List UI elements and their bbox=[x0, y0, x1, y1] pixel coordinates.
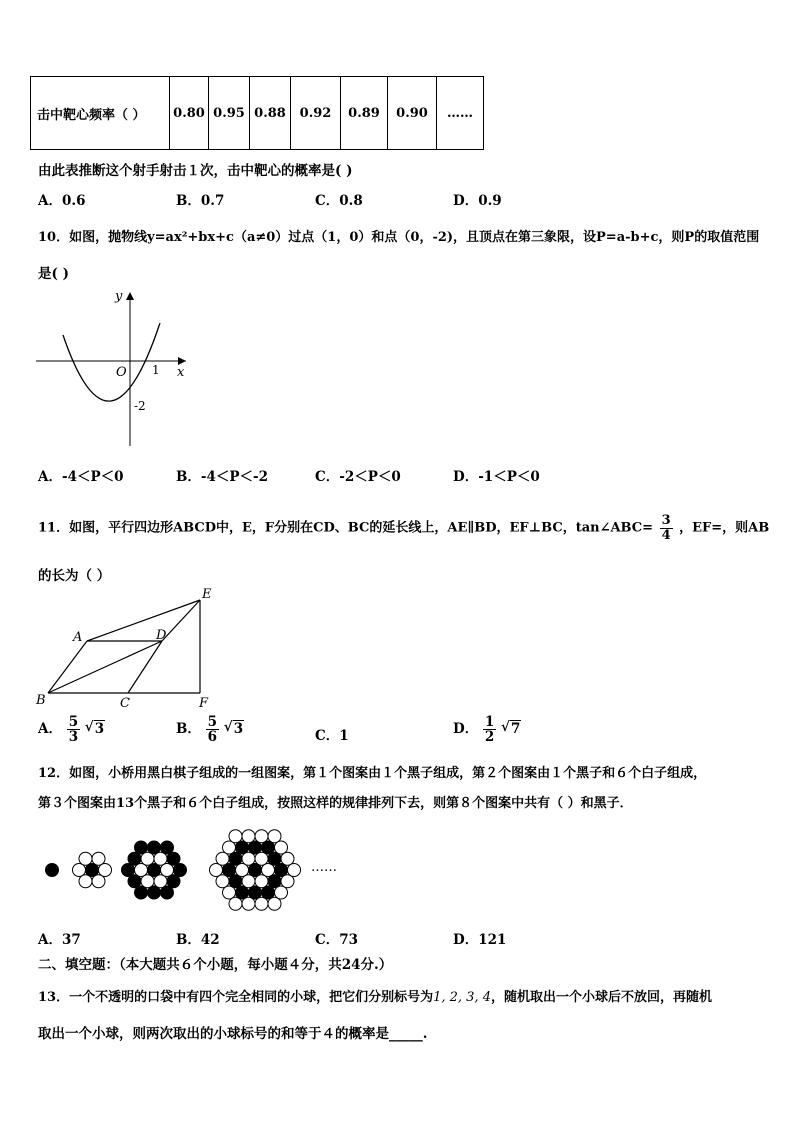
q10-option-d: D．-1＜P＜0 bbox=[453, 469, 540, 485]
q10-stem-line1: 10．如图，抛物线y=ax²+bx+c（a≠0）过点（1，0）和点（0，-2)，且顶点在第三象限，设P=a-b+c，则P的取值范围 bbox=[38, 230, 760, 245]
table-header-cell: 击中靶心频率（ ） bbox=[31, 77, 170, 150]
q10-option-c: C．-2＜P＜0 bbox=[315, 469, 401, 485]
point-c-label: C bbox=[120, 696, 130, 711]
table-cell: 0.92 bbox=[291, 77, 341, 150]
parallelogram-figure bbox=[30, 586, 220, 716]
table-cell: 0.90 bbox=[388, 77, 437, 150]
table-cell: 0.95 bbox=[209, 77, 250, 150]
q11-option-a: A． $\frac{5}{3}$ √ 3 bbox=[38, 715, 105, 744]
point-e-label: E bbox=[202, 587, 212, 602]
tan-fraction: $\frac{3}{4}$ bbox=[661, 513, 671, 543]
table-row bbox=[31, 77, 484, 150]
point-d-label: D bbox=[156, 628, 167, 643]
q12-stem-line1: 12．如图，小桥用黑白棋子组成的一组图案，第１个图案由１个黑子组成，第２个图案由１个黑子和６个白子组成， bbox=[38, 766, 707, 781]
white-stone bbox=[288, 864, 301, 877]
pattern-1 bbox=[46, 864, 59, 877]
table-cell: 0.80 bbox=[170, 77, 209, 150]
y-axis-label: y bbox=[115, 289, 123, 304]
q12-option-c: C．73 bbox=[315, 932, 359, 948]
point-a-label: A bbox=[73, 630, 83, 645]
q12-option-a: A．37 bbox=[38, 932, 81, 948]
point-f-label: F bbox=[199, 696, 209, 711]
q10-option-b: B．-4＜P＜-2 bbox=[176, 469, 269, 485]
q10-option-a: A．-4＜P＜0 bbox=[38, 469, 124, 485]
tick-label-neg-two: -2 bbox=[134, 399, 146, 413]
black-stone bbox=[46, 864, 59, 877]
table-cell: 0.88 bbox=[250, 77, 291, 150]
q13-stem-line1: 13．一个不透明的口袋中有四个完全相同的小球，把它们分别标号为1, 2, 3, 4，随机取出一个小球后不放回，再随机 bbox=[38, 990, 712, 1005]
black-stone bbox=[174, 864, 187, 877]
origin-label: O bbox=[116, 365, 127, 380]
q9-option-a: A．0.6 bbox=[38, 193, 86, 209]
q11-stem-line1: 11．如图，平行四边形ABCD中，E，F分别在CD、BC的延长线上，AE∥BD，EF⊥BC，tan∠ABC= $\frac{3}{4}$ ，EF=，则AB bbox=[38, 513, 770, 543]
pattern-3 bbox=[122, 841, 187, 899]
q12-option-b: B．42 bbox=[176, 932, 220, 948]
go-stone-patterns bbox=[30, 822, 360, 914]
q13-stem-line2: 取出一个小球，则两次取出的小球标号的和等于４的概率是_____. bbox=[38, 1026, 428, 1042]
section-2-heading: 二、填空题：（本大题共６个小题，每小题４分，共24分.） bbox=[38, 957, 393, 973]
pattern-ellipsis: …… bbox=[311, 860, 337, 875]
q12-stem-line2: 第３个图案由13个黑子和６个白子组成，按照这样的规律排列下去，则第８个图案中共有（ ）和黑子． bbox=[38, 796, 633, 811]
pattern-4 bbox=[210, 830, 301, 911]
q9-option-c: C．0.8 bbox=[315, 193, 363, 209]
q10-stem-line2: 是( ) bbox=[38, 266, 69, 282]
table-cell: 0.89 bbox=[341, 77, 388, 150]
parabola-graph bbox=[36, 288, 196, 448]
q9-option-b: B．0.7 bbox=[176, 193, 225, 209]
q9-option-d: D．0.9 bbox=[453, 193, 502, 209]
white-stone bbox=[99, 864, 112, 877]
point-b-label: B bbox=[36, 693, 46, 708]
q11-option-c: C．1 bbox=[315, 728, 349, 744]
x-axis-label: x bbox=[177, 365, 185, 380]
q12-option-d: D．121 bbox=[453, 932, 507, 948]
frequency-table bbox=[30, 76, 484, 150]
table-cell: …… bbox=[437, 77, 484, 150]
q11-option-b: B． $\frac{5}{6}$ √ 3 bbox=[176, 715, 244, 744]
q11-stem-line2: 的长为（ ） bbox=[38, 568, 111, 584]
pattern-2 bbox=[73, 852, 112, 888]
q11-option-d: D． $\frac{1}{2}$ √ 7 bbox=[453, 715, 521, 744]
q9-stem: 由此表推断这个射手射击１次，击中靶心的概率是( ) bbox=[38, 163, 353, 179]
tick-label-one: 1 bbox=[152, 363, 160, 377]
